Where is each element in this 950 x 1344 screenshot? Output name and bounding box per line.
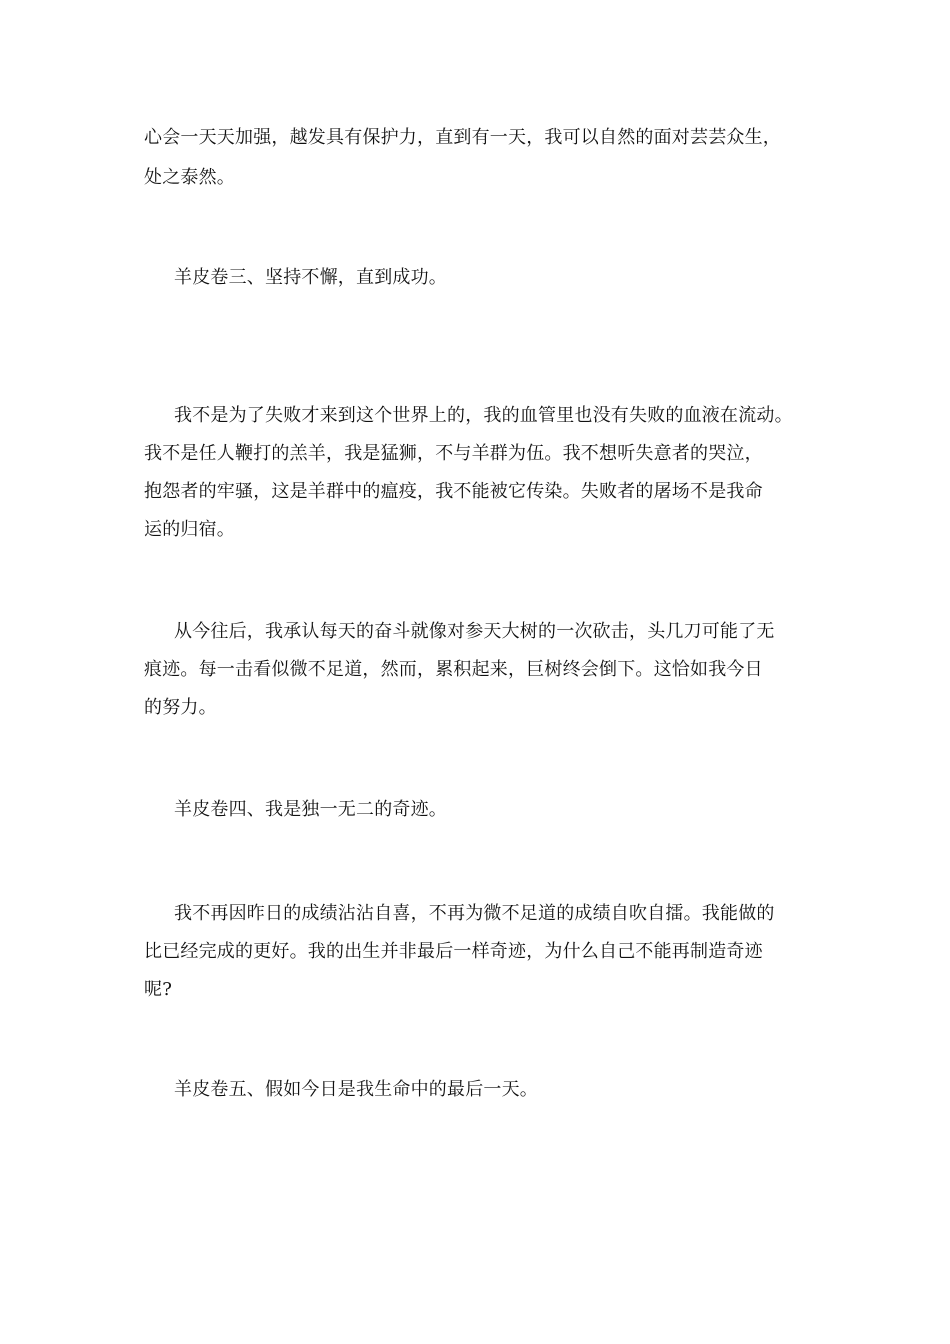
heading-text: 羊皮卷五、假如今日是我生命中的最后一天。 — [174, 1079, 538, 1100]
text-line: 的努力。 — [144, 697, 217, 718]
text-line: 心会一天天加强，越发具有保护力，直到有一天，我可以自然的面对芸芸众生， — [144, 127, 781, 148]
text-line: 抱怨者的牢骚，这是羊群中的瘟疫，我不能被它传染。失败者的屠场不是我命 — [144, 481, 763, 502]
text-line: 我不是任人鞭打的羔羊，我是猛狮，不与羊群为伍。我不想听失意者的哭泣， — [144, 443, 763, 464]
text-line: 我不是为了失败才来到这个世界上的，我的血管里也没有失败的血液在流动。 — [174, 405, 793, 426]
text-line: 从今往后，我承认每天的奋斗就像对参天大树的一次砍击，头几刀可能了无 — [174, 621, 775, 642]
text-line: 呢? — [144, 979, 173, 1000]
text-line: 运的归宿。 — [144, 519, 235, 540]
text-line: 比已经完成的更好。我的出生并非最后一样奇迹，为什么自己不能再制造奇迹 — [144, 941, 763, 962]
text-line: 处之泰然。 — [144, 167, 235, 188]
text-line: 我不再因昨日的成绩沾沾自喜，不再为微不足道的成绩自吹自擂。我能做的 — [174, 903, 775, 924]
heading-text: 羊皮卷四、我是独一无二的奇迹。 — [174, 799, 447, 820]
heading-text: 羊皮卷三、坚持不懈，直到成功。 — [174, 267, 447, 288]
text-line: 痕迹。每一击看似微不足道，然而，累积起来，巨树终会倒下。这恰如我今日 — [144, 659, 763, 680]
